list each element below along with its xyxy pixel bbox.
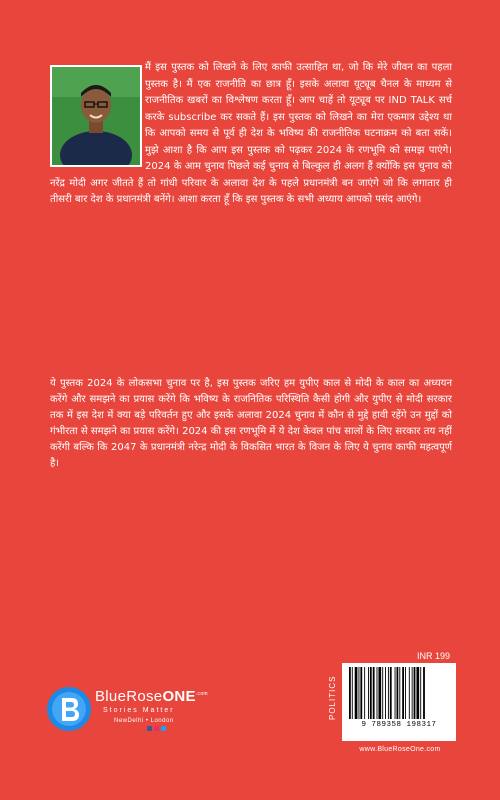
photo-spacer — [50, 60, 145, 170]
publisher-name-accent: ONE — [162, 688, 196, 705]
barcode-bars — [347, 667, 451, 721]
logo-b-icon — [46, 686, 92, 736]
publisher-name-suffix: .com — [195, 691, 208, 697]
isbn-number: 9 789358 198317 — [361, 721, 437, 729]
price-label: INR 199 — [417, 651, 451, 661]
website-label: www.BlueRoseOne.com — [359, 746, 441, 753]
facebook-icon — [147, 726, 152, 731]
isbn-barcode — [342, 663, 456, 741]
social-icons — [147, 726, 166, 731]
publisher-name — [95, 688, 208, 705]
category-label: POLITICS — [328, 675, 337, 720]
instagram-icon — [154, 726, 159, 731]
publisher-name-main: BlueRose — [95, 688, 163, 705]
book-blurb: ये पुस्तक 2024 के लोकसभा चुनाव पर है, इस पुस्तक जरिए हम युपीए काल से मोदी के काल का अध्ययन करेंगे और समझने का प्रयास करेंगे कि भविष्य के राजनितिक परिस्थिति कैसी होगी और युपीए से मोदी सरकार तक में इस देश में क्या बड़े परिवर्तन हुए और इसके अलावा 2024 चुनाव में कौन से मुद्दे हावी रहेंगे उन मुद्दों को गंभीरता से समझने का प्रयास करेंगे। 2024 की इस रणभूमि में ये देश केवल पांच सालों के लिए सरकार तय नहीं करेंगी बल्कि कि 2047 के प्रधानमंत्री नरेन्द्र मोदी के विकसित भारत के विजन के लिए ये चुनाव काफी महत्वपूर्ण है। — [50, 378, 452, 469]
publisher-cities: NewDelhi • London — [114, 718, 174, 724]
author-bio-text — [50, 60, 452, 209]
author-bio: मैं इस पुस्तक को लिखने के लिए काफी उत्साहित था, जो कि मेरे जीवन का पहला पुस्तक है। मैं एक राजनीति का छात्र हूँ। इसके अलावा यूट्यूब चैनल के माध्यम से राजनीतिक खबरों का विश्लेषण करता हूँ। आप चाहें तो यूट्यूब पर IND TALK सर्च करके subscribe कर सकते हैं। इस पुस्तक को लिखने का मेरा एकमात्र उद्देश्य था कि आपको समय से पूर्व ही देश के भविष्य की राजनीतिक घटनाक्रम को बता सकें। मुझे आशा है कि आप इस पुस्तक को पढ़कर 2024 के रणभूमि को समझ पाएंगे। 2024 के आम चुनाव पिछले कई चुनाव से बिल्कुल ही अलग हैं क्योंकि इस चुनाव को नरेंद्र मोदी अगर जीतते हैं तो गांधी परिवार के अलावा देश के पहले प्रधानमंत्री बन जाएंगे जो कि लगातार ही तीसरी बार देश के प्रधानमंत्री बनेंगे। आशा करता हूँ कि इस पुस्तक के सभी अध्याय आपको पसंद आएंगे। — [50, 62, 452, 205]
publisher-tagline: Stories Matter — [103, 707, 175, 714]
twitter-icon — [161, 726, 166, 731]
